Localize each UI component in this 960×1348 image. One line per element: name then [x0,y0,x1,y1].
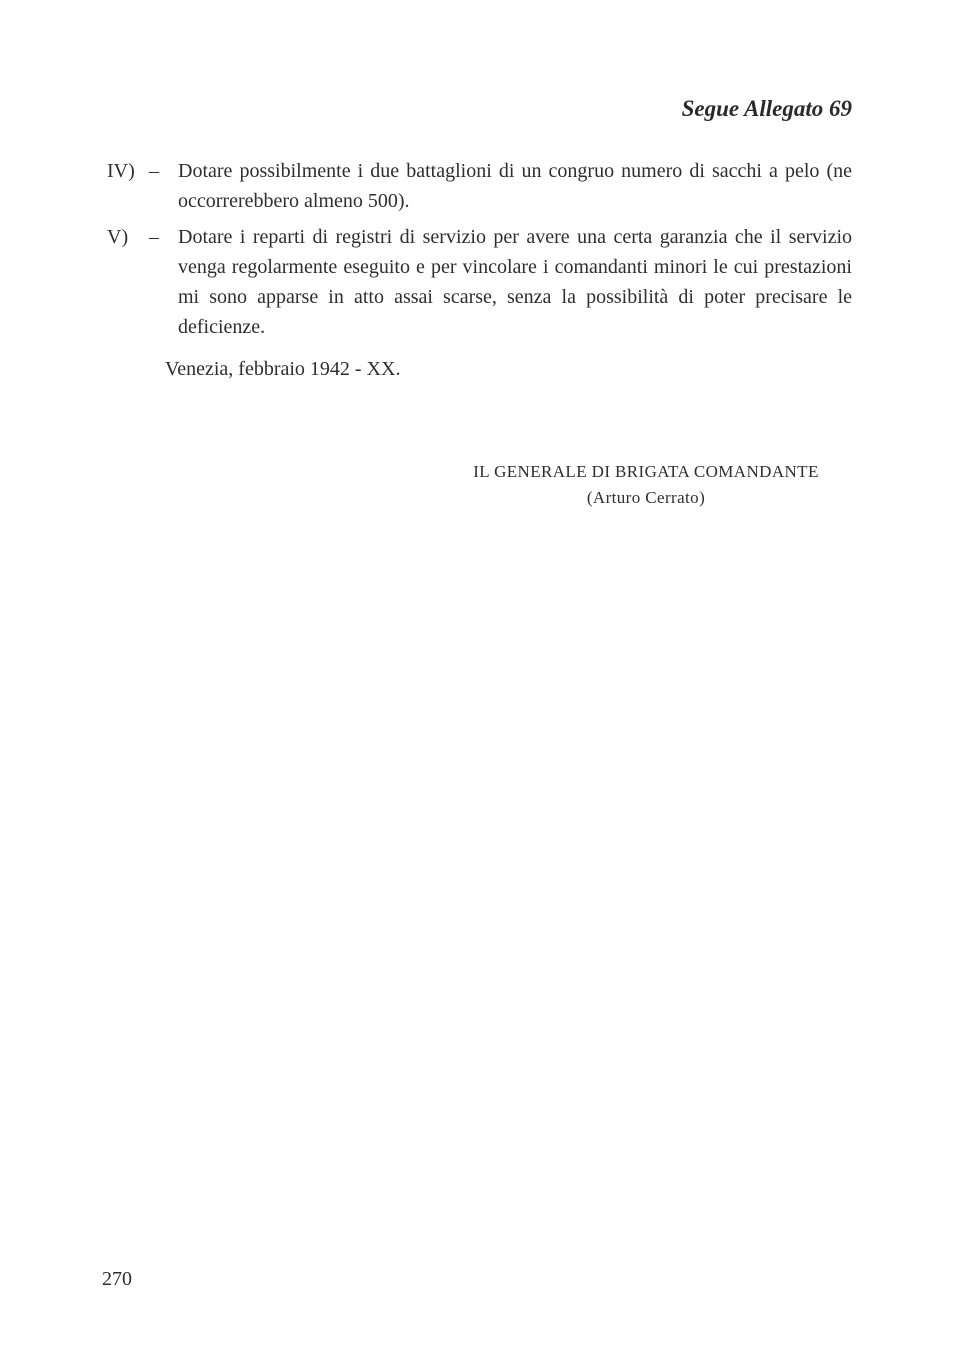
signature-title: IL GENERALE DI BRIGATA COMANDANTE [473,462,819,481]
date-line: Venezia, febbraio 1942 - XX. [165,358,401,380]
item-text: Dotare possibilmente i due battaglioni di un congruo numero di sacchi a pelo (ne occorrerebbero almeno 500). [178,160,852,212]
item-dash: – [149,160,159,182]
item-number: V) [107,226,129,248]
page-number: 270 [102,1268,132,1290]
item-dash: – [149,226,159,248]
signature-name: (Arturo Cerrato) [586,488,706,507]
running-header: Segue Allegato 69 [681,96,852,121]
list-item [107,156,852,216]
item-text: Dotare i reparti di registri di servizio per avere una certa garanzia che il servizio venga regolarmente eseguito e per vincolare i comandanti minori le cui prestazioni mi sono apparse in atto assai scarse, senza la possibilità di poter precisare le deficienze. [178,226,852,338]
signature-block [440,459,852,511]
list-item [107,222,852,342]
item-number: IV) [107,160,135,182]
